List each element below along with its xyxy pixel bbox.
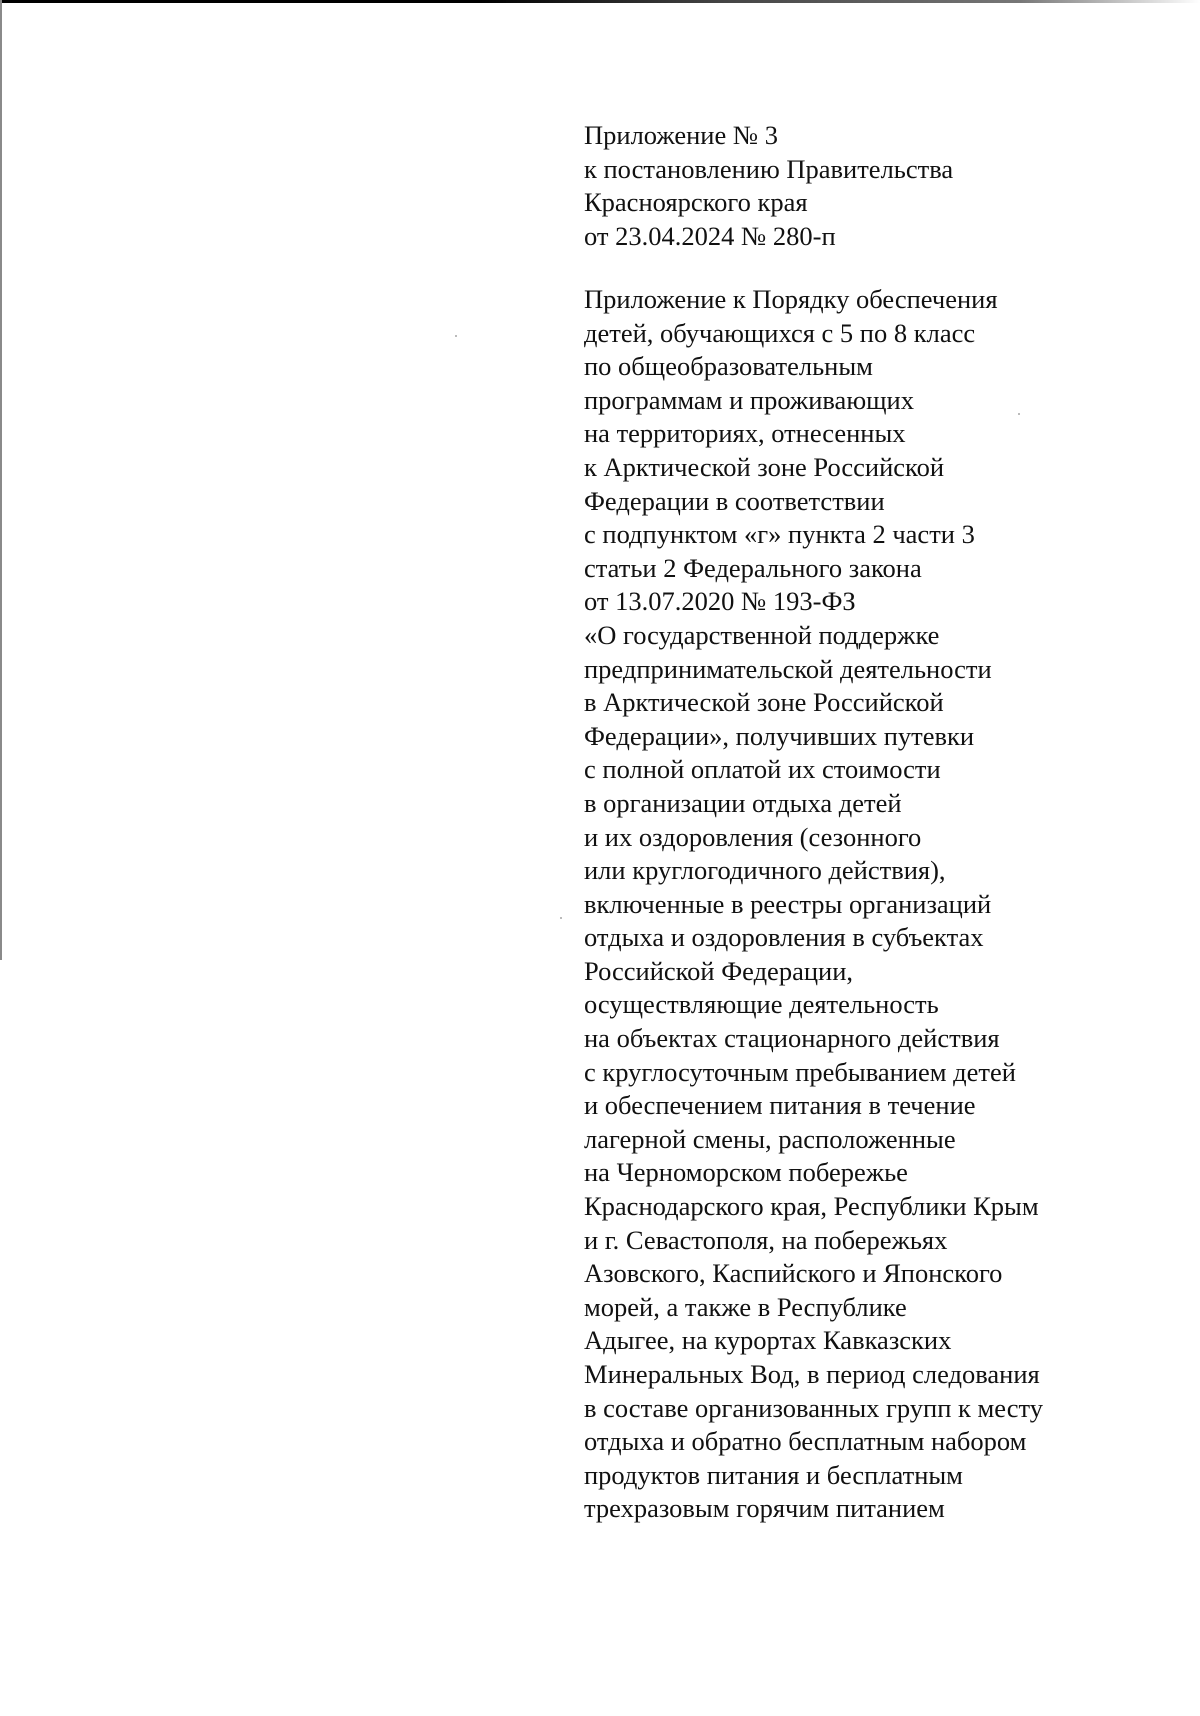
appendix-line: и г. Севастополя, на побережьях bbox=[584, 1224, 948, 1255]
appendix-line: Федерации в соответствии bbox=[584, 485, 885, 516]
appendix-line: в организации отдыха детей bbox=[584, 787, 902, 818]
appendix-line: Краснодарского края, Республики Крым bbox=[584, 1191, 1039, 1222]
appendix-line: и обеспечением питания в течение bbox=[584, 1090, 976, 1121]
appendix-line: на территориях, отнесенных bbox=[584, 418, 906, 449]
appendix-line: от 13.07.2020 № 193-ФЗ bbox=[584, 586, 856, 617]
appendix-line: с полной оплатой их стоимости bbox=[584, 754, 941, 785]
appendix-line: Азовского, Каспийского и Японского bbox=[584, 1258, 1003, 1289]
appendix-line: с подпунктом «г» пункта 2 части 3 bbox=[584, 519, 975, 550]
appendix-line: Федерации», получивших путевки bbox=[584, 720, 975, 751]
appendix-line: «О государственной поддержке bbox=[584, 619, 940, 650]
appendix-line: в Арктической зоне Российской bbox=[584, 687, 944, 718]
appendix-line: Российской Федерации, bbox=[584, 955, 853, 986]
appendix-line: в составе организованных групп к месту bbox=[584, 1392, 1043, 1423]
scan-left-edge bbox=[0, 0, 2, 960]
appendix-line: продуктов питания и бесплатным bbox=[584, 1459, 963, 1490]
appendix-line: включенные в реестры организаций bbox=[584, 888, 992, 919]
appendix-line: с круглосуточным пребыванием детей bbox=[584, 1056, 1016, 1087]
appendix-line: детей, обучающихся с 5 по 8 класс bbox=[584, 317, 976, 348]
appendix-line: и их оздоровления (сезонного bbox=[584, 821, 922, 852]
appendix-line: трехразовым горячим питанием bbox=[584, 1493, 945, 1524]
appendix-line: Минеральных Вод, в период следования bbox=[584, 1359, 1040, 1389]
appendix-line: осуществляющие деятельность bbox=[584, 989, 939, 1020]
appendix-line: морей, а также в Республике bbox=[584, 1291, 907, 1322]
appendix-line: или круглогодичного действия), bbox=[584, 855, 946, 886]
appendix-title-block bbox=[584, 283, 1043, 1526]
appendix-line: Приложение к Порядку обеспечения bbox=[584, 284, 998, 314]
header-line-region: Красноярского края bbox=[584, 187, 808, 218]
scan-speck bbox=[560, 917, 562, 919]
scan-top-edge bbox=[0, 0, 1200, 3]
appendix-line: на объектах стационарного действия bbox=[584, 1023, 1000, 1054]
appendix-line: статьи 2 Федерального закона bbox=[584, 552, 922, 583]
appendix-line: предпринимательской деятельности bbox=[584, 653, 992, 684]
appendix-line: отдыха и обратно бесплатным набором bbox=[584, 1426, 1027, 1457]
appendix-header bbox=[584, 119, 953, 253]
appendix-line: программам и проживающих bbox=[584, 384, 914, 415]
appendix-line: по общеобразовательным bbox=[584, 351, 873, 382]
scan-speck bbox=[455, 335, 457, 337]
appendix-line: отдыха и оздоровления в субъектах bbox=[584, 922, 984, 953]
appendix-line: Адыгее, на курортах Кавказских bbox=[584, 1325, 952, 1356]
header-line-resolution: к постановлению Правительства bbox=[584, 153, 954, 184]
header-line-date-number: от 23.04.2024 № 280-п bbox=[584, 220, 836, 251]
appendix-line: к Арктической зоне Российской bbox=[584, 451, 945, 482]
header-line-appendix-number: Приложение № 3 bbox=[584, 120, 779, 150]
appendix-line: лагерной смены, расположенные bbox=[584, 1123, 956, 1154]
appendix-line: на Черноморском побережье bbox=[584, 1157, 908, 1188]
